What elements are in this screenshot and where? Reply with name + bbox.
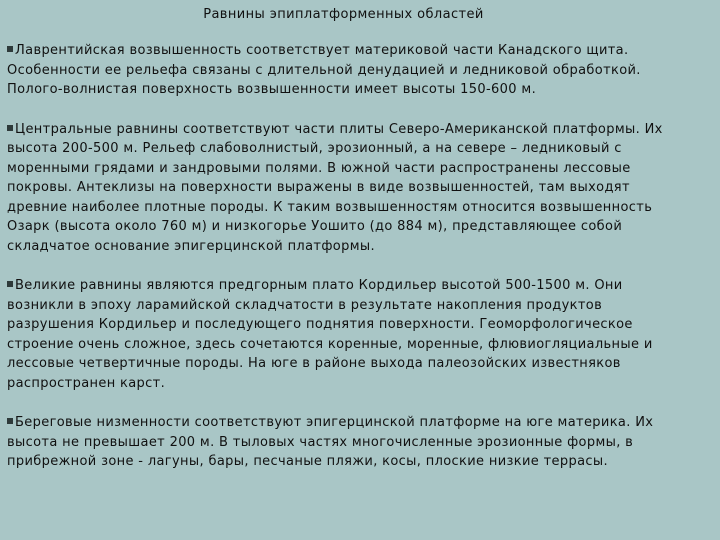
square-bullet-icon bbox=[7, 281, 13, 287]
paragraph-text: Великие равнины являются предгорным плато Кордильер высотой 500-1500 м. Они возникли в эпоху ларамийской складчатости в результате накопления продуктов разрушения Кордильер и последующего поднятия поверхности. Геоморфологическое строение очень сложное, здесь сочетаются коренные, моренные, флювиогляциальные и лессовые четвертичные породы. На юге в районе выхода палеозойских известняков распространен карст. bbox=[7, 278, 653, 391]
square-bullet-icon bbox=[7, 125, 13, 131]
paragraph-text: Береговые низменности соответствуют эпигерцинской платформе на юге материка. Их высота не превышает 200 м. В тыловых частях многочисленные эрозионные формы, в прибрежной зоне - лагуны, бары, песчаные пляжи, косы, плоские низкие террасы. bbox=[7, 415, 654, 469]
paragraph-velikie bbox=[7, 276, 680, 393]
paragraph-text: Центральные равнины соответствуют части плиты Северо-Американской платформы. Их высота 200-500 м. Рельеф слабоволнистый, эрозионный, а на севере – ледниковый с моренными грядами и зандровыми полями. В южной части распространены лессовые покровы. Антеклизы на поверхности выражены в виде возвышенностей, там выходят древние наиболее плотные породы. К таким возвышенностям относится возвышенность Озарк (высота около 760 м) и низкогорье Уошито (до 884 м), представляющее собой складчатое основание эпигерцинской платформы. bbox=[7, 121, 663, 254]
paragraph-tsentralnye bbox=[7, 120, 680, 257]
slide-title: Равнины эпиплатформенных областей bbox=[203, 7, 484, 22]
square-bullet-icon bbox=[7, 46, 13, 52]
paragraph-text: Лаврентийская возвышенность соответствует материковой части Канадского щита. Особенности ее рельефа связаны с длительной денудацией и ледниковой обработкой. Полого-волнистая поверхность возвышенности имеет высоты 150-600 м. bbox=[7, 43, 641, 97]
paragraph-beregovye bbox=[7, 413, 680, 472]
square-bullet-icon bbox=[7, 418, 13, 424]
paragraph-lavrentiyskaya bbox=[7, 41, 680, 100]
